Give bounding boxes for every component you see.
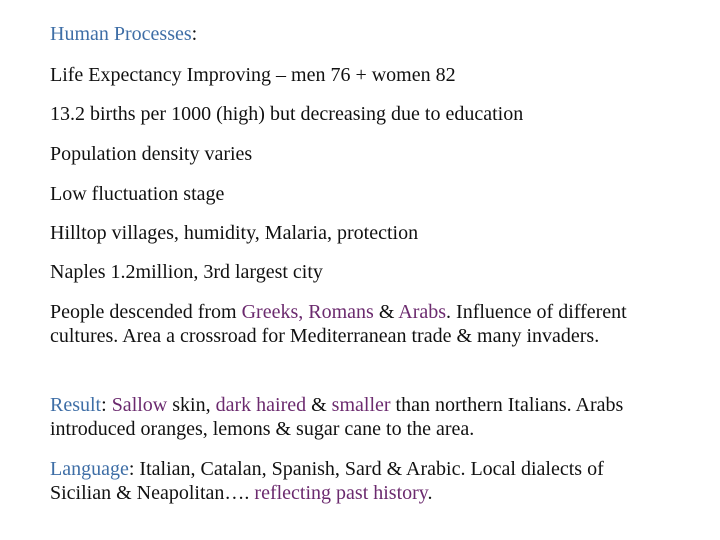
language-text-2: . — [427, 482, 433, 504]
language-reflecting: reflecting past history — [254, 482, 428, 504]
people-text-2: & — [373, 301, 399, 323]
point-fluctuation: Low fluctuation stage — [50, 183, 225, 205]
heading-title: Human Processes — [50, 23, 192, 45]
point-life-expectancy: Life Expectancy Improving – men 76 + women 82 — [50, 64, 456, 86]
heading-line — [50, 22, 672, 46]
result-sallow: Sallow — [111, 394, 168, 416]
result-text-3: & — [306, 394, 332, 416]
paragraph-language — [50, 457, 668, 505]
result-text-2: skin, — [167, 394, 216, 416]
result-text-1: : — [101, 394, 112, 416]
result-label: Result — [50, 394, 102, 416]
point-density: Population density varies — [50, 143, 253, 165]
heading-colon: : — [191, 23, 198, 45]
language-text-1: : Italian, Catalan, Spanish, Sard & Arabic. Local dialects of Sicilian & Neapolitan…. — [50, 458, 604, 504]
paragraph-result — [50, 393, 650, 441]
point-naples: Naples 1.2million, 3rd largest city — [50, 261, 323, 283]
people-text-1: People descended from — [50, 301, 242, 323]
point-births: 13.2 births per 1000 (high) but decreasing due to education — [50, 103, 524, 125]
people-text-3: . Influence of different cultures. Area a crossroad for Mediterranean trade & many invaders. — [50, 301, 627, 347]
result-smaller: smaller — [331, 394, 391, 416]
point-hilltop: Hilltop villages, humidity, Malaria, protection — [50, 222, 419, 244]
language-label: Language — [50, 458, 129, 480]
people-greeks-romans: Greeks, Romans — [241, 301, 374, 323]
paragraph-people — [50, 300, 665, 348]
result-text-4: than northern Italians. Arabs introduced oranges, lemons & sugar cane to the area. — [50, 394, 624, 440]
people-arabs: Arabs — [398, 301, 447, 323]
result-dark-haired: dark haired — [215, 394, 307, 416]
